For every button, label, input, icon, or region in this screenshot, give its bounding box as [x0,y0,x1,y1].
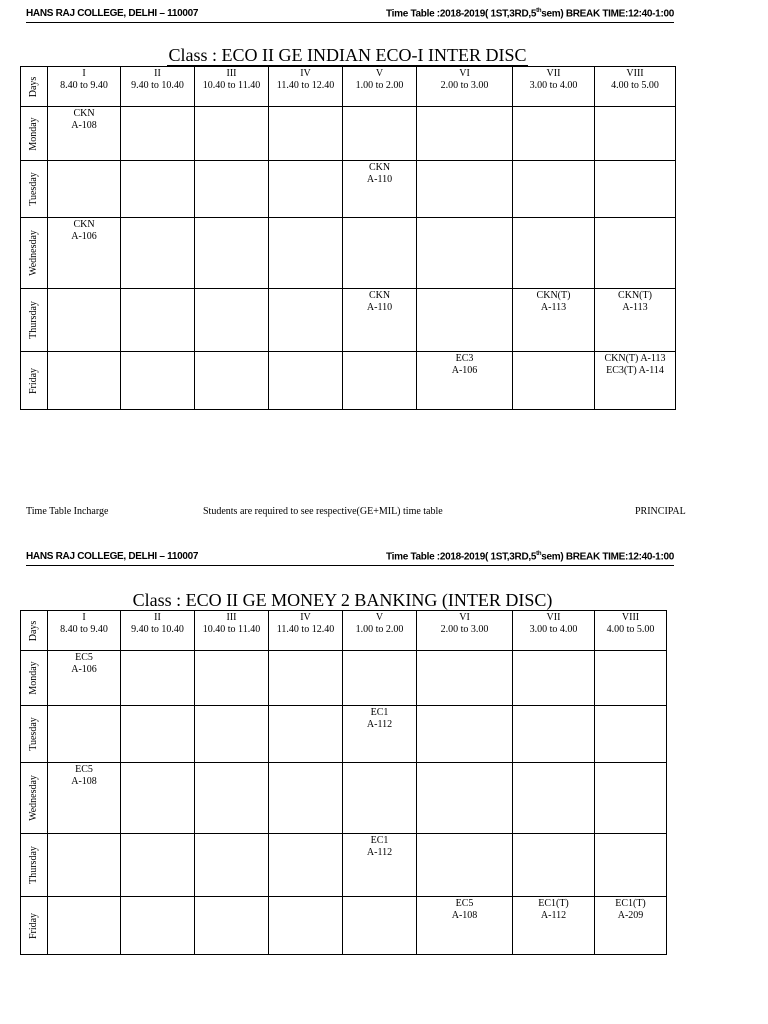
period-number: III [226,612,237,623]
slot-cell [48,218,121,289]
slot-cell [195,218,269,289]
slot-entry: EC3(T) A-114 [606,365,664,376]
slot-cell [417,763,513,834]
slot-cell [513,289,595,352]
slot-cell [595,218,676,289]
day-label: Tuesday [28,717,39,751]
period-time: 1.00 to 2.00 [355,624,404,635]
day-label: Tuesday [28,172,39,206]
period-time: 3.00 to 4.00 [529,624,578,635]
slot-cell [595,161,676,218]
period-number: IV [300,612,311,623]
day-cell [21,352,48,410]
slot-cell [513,218,595,289]
day-cell [21,834,48,897]
class-title: Class : ECO II GE INDIAN ECO-I INTER DISC [168,45,527,65]
period-header [595,611,667,651]
period-header [269,67,343,107]
slot-cell [121,763,195,834]
period-header [343,67,417,107]
slot-cell [595,834,667,897]
slot-cell [121,289,195,352]
slot-cell [513,107,595,161]
slot-cell [595,651,667,706]
period-time: 1.00 to 2.00 [355,80,404,91]
period-time: 10.40 to 11.40 [202,80,261,91]
slot-cell [195,706,269,763]
timetable-info: Time Table :2018-2019( 1ST,3RD,5thsem) BREAK TIME:12:40-1:00 [386,8,674,20]
slot-entry: A-110 [366,174,393,185]
slot-cell [269,763,343,834]
slot-cell [595,352,676,410]
period-number: III [226,68,237,79]
slot-cell [343,161,417,218]
slot-cell [417,107,513,161]
slot-entry: CKN(T) A-113 [604,353,666,364]
slot-cell [48,897,121,955]
slot-entry: EC1 [370,835,389,846]
slot-cell [195,651,269,706]
slot-cell [121,161,195,218]
slot-cell [595,107,676,161]
slot-cell [269,218,343,289]
slot-cell [195,897,269,955]
day-label: Friday [28,912,39,939]
day-label: Monday [28,661,39,695]
slot-cell [417,289,513,352]
slot-entry: A-112 [366,719,393,730]
slot-entry: A-106 [71,664,97,675]
day-cell [21,763,48,834]
slot-entry: A-113 [622,302,648,313]
slot-cell [195,834,269,897]
slot-cell [595,897,667,955]
slot-entry: CKN(T) [618,290,652,301]
day-row [21,897,667,955]
days-header [21,67,48,107]
slot-cell [269,834,343,897]
period-time: 11.40 to 12.40 [276,624,335,635]
day-cell [21,651,48,706]
period-number: II [154,68,161,79]
slot-cell [195,107,269,161]
slot-entry: CKN [368,162,391,173]
class-title: Class : ECO II GE MONEY 2 BANKING (INTER DISC) [132,590,553,610]
slot-entry: EC1(T) [615,898,646,909]
slot-cell [121,897,195,955]
day-cell [21,218,48,289]
period-time: 8.40 to 9.40 [60,80,108,91]
period-header [195,611,269,651]
slot-cell [343,107,417,161]
slot-entry: A-106 [451,365,478,376]
timetable-info: Time Table :2018-2019( 1ST,3RD,5thsem) BREAK TIME:12:40-1:00 [386,551,674,563]
days-header [21,611,48,651]
slot-cell [343,706,417,763]
slot-cell [195,161,269,218]
day-row [21,289,676,352]
period-number: II [154,612,161,623]
day-cell [21,897,48,955]
slot-cell [343,834,417,897]
slot-entry: EC5 [75,652,93,663]
page-header [26,551,674,566]
slot-cell [269,897,343,955]
slot-cell [48,763,121,834]
day-row [21,706,667,763]
period-number: V [375,68,384,79]
slot-cell [343,763,417,834]
period-header [269,611,343,651]
slot-cell [417,706,513,763]
slot-cell [343,651,417,706]
slot-cell [417,651,513,706]
slot-entry: CKN [73,108,95,119]
slot-cell [269,651,343,706]
day-row [21,352,676,410]
slot-cell [513,651,595,706]
college-name: HANS RAJ COLLEGE, DELHI – 110007 [26,8,199,19]
slot-cell [513,834,595,897]
slot-cell [121,352,195,410]
period-header-row [21,67,676,107]
slot-cell [121,651,195,706]
day-label: Friday [28,367,39,394]
college-name: HANS RAJ COLLEGE, DELHI – 110007 [26,551,199,562]
period-time: 2.00 to 3.00 [440,624,489,635]
slot-cell [417,218,513,289]
slot-entry: A-209 [617,910,644,921]
period-number: VI [459,68,470,79]
slot-cell [595,763,667,834]
slot-entry: EC1(T) [538,898,569,909]
day-row [21,651,667,706]
day-row [21,161,676,218]
slot-entry: A-108 [451,910,478,921]
page-header [26,8,674,23]
slot-cell [48,161,121,218]
days-label: Days [28,620,39,641]
slot-entry: EC1 [370,707,389,718]
period-header [48,611,121,651]
slot-cell [595,706,667,763]
slot-entry: EC5 [75,764,93,775]
slot-cell [48,107,121,161]
day-cell [21,706,48,763]
slot-cell [48,834,121,897]
footer-incharge: Time Table Incharge [26,506,109,517]
day-row [21,834,667,897]
day-label: Wednesday [28,775,39,821]
slot-cell [195,352,269,410]
day-row [21,218,676,289]
period-time: 4.00 to 5.00 [611,80,659,91]
period-header [417,611,513,651]
days-label: Days [28,76,39,97]
slot-cell [269,706,343,763]
period-time: 9.40 to 10.40 [131,624,184,635]
day-cell [21,289,48,352]
slot-cell [269,161,343,218]
slot-entry: A-113 [540,302,567,313]
slot-cell [595,289,676,352]
period-time: 9.40 to 10.40 [131,80,184,91]
period-header [513,611,595,651]
period-number: I [82,612,86,623]
period-time: 8.40 to 9.40 [60,624,108,635]
slot-cell [417,352,513,410]
period-number: I [82,68,86,79]
slot-cell [269,289,343,352]
period-header [343,611,417,651]
slot-cell [48,289,121,352]
period-number: VIII [621,612,640,623]
slot-entry: EC5 [455,898,474,909]
slot-cell [48,651,121,706]
period-time: 11.40 to 12.40 [276,80,335,91]
slot-entry: A-112 [366,847,393,858]
period-number: VII [546,68,561,79]
period-header [121,611,195,651]
slot-entry: A-110 [366,302,393,313]
slot-cell [417,834,513,897]
slot-cell [513,161,595,218]
day-label: Wednesday [28,230,39,276]
slot-cell [121,107,195,161]
slot-cell [121,218,195,289]
period-header [417,67,513,107]
footer-principal: PRINCIPAL [635,506,686,517]
day-row [21,107,676,161]
slot-cell [513,352,595,410]
period-header [195,67,269,107]
slot-cell [195,289,269,352]
timetable-grid [20,66,676,410]
day-label: Thursday [28,846,39,884]
slot-entry: CKN(T) [536,290,571,301]
period-header [513,67,595,107]
period-time: 2.00 to 3.00 [440,80,489,91]
slot-cell [195,763,269,834]
day-row [21,763,667,834]
period-number: VII [546,612,561,623]
slot-cell [269,107,343,161]
timetable-grid [20,610,667,955]
day-cell [21,107,48,161]
slot-cell [343,352,417,410]
period-number: VIII [626,68,644,79]
period-header [121,67,195,107]
slot-cell [343,218,417,289]
period-number: VI [459,612,470,623]
slot-entry: A-112 [540,910,567,921]
slot-entry: A-108 [71,120,97,131]
slot-cell [513,763,595,834]
period-number: IV [300,68,311,79]
slot-entry: A-108 [71,776,97,787]
slot-cell [121,834,195,897]
footer-note: Students are required to see respective(GE+MIL) time table [203,506,443,517]
slot-cell [513,706,595,763]
period-time: 10.40 to 11.40 [202,624,261,635]
slot-cell [48,352,121,410]
slot-entry: A-106 [71,231,97,242]
period-time: 4.00 to 5.00 [606,624,655,635]
period-header [595,67,676,107]
period-time: 3.00 to 4.00 [529,80,578,91]
slot-cell [48,706,121,763]
slot-entry: CKN [73,219,95,230]
slot-cell [417,897,513,955]
slot-cell [121,706,195,763]
period-header [48,67,121,107]
slot-cell [513,897,595,955]
slot-cell [269,352,343,410]
day-cell [21,161,48,218]
slot-cell [343,897,417,955]
period-header-row [21,611,667,651]
slot-entry: CKN [368,290,391,301]
slot-entry: EC3 [455,353,474,364]
day-label: Monday [28,116,39,151]
slot-cell [343,289,417,352]
day-label: Thursday [28,301,39,339]
period-number: V [375,612,384,623]
slot-cell [417,161,513,218]
